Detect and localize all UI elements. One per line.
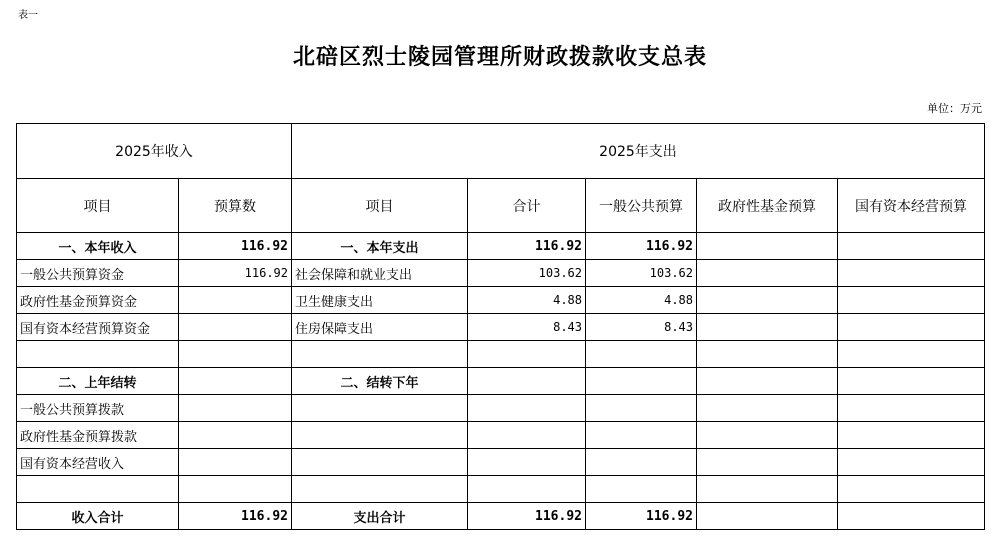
income-item-cell: 一般公共预算拨款 xyxy=(17,395,179,422)
gov-fund-cell xyxy=(697,422,838,449)
col-header-gov-fund-budget: 政府性基金预算 xyxy=(697,179,838,233)
gov-fund-cell xyxy=(697,314,838,341)
expense-total-cell xyxy=(468,395,586,422)
income-item-cell: 国有资本经营收入 xyxy=(17,449,179,476)
general-budget-cell xyxy=(586,422,697,449)
expense-section-header: 2025年支出 xyxy=(292,124,985,179)
gov-fund-cell xyxy=(697,260,838,287)
expense-total-cell: 116.92 xyxy=(468,503,586,530)
expense-total-cell xyxy=(468,368,586,395)
state-capital-cell xyxy=(838,476,985,503)
table-row xyxy=(17,476,985,503)
expense-total-cell: 4.88 xyxy=(468,287,586,314)
gov-fund-cell xyxy=(697,449,838,476)
income-item-cell: 政府性基金预算资金 xyxy=(17,287,179,314)
general-budget-cell xyxy=(586,368,697,395)
expense-total-cell xyxy=(468,422,586,449)
income-value-cell xyxy=(179,476,292,503)
budget-summary-table xyxy=(16,123,985,530)
general-budget-cell: 8.43 xyxy=(586,314,697,341)
income-item-cell: 收入合计 xyxy=(17,503,179,530)
col-header-expense-item: 项目 xyxy=(292,179,468,233)
income-value-cell xyxy=(179,287,292,314)
expense-total-cell: 116.92 xyxy=(468,233,586,260)
col-header-income-item: 项目 xyxy=(17,179,179,233)
table-number: 表一 xyxy=(18,10,38,21)
expense-item-cell xyxy=(292,341,468,368)
income-value-cell: 116.92 xyxy=(179,233,292,260)
state-capital-cell xyxy=(838,314,985,341)
expense-total-cell xyxy=(468,449,586,476)
state-capital-cell xyxy=(838,260,985,287)
general-budget-cell xyxy=(586,476,697,503)
income-item-cell: 国有资本经营预算资金 xyxy=(17,314,179,341)
column-header-row xyxy=(17,179,985,233)
expense-total-cell xyxy=(468,476,586,503)
table-row xyxy=(17,368,985,395)
table-row xyxy=(17,233,985,260)
table-row xyxy=(17,395,985,422)
income-item-cell xyxy=(17,341,179,368)
state-capital-cell xyxy=(838,449,985,476)
expense-item-cell: 住房保障支出 xyxy=(292,314,468,341)
col-header-total: 合计 xyxy=(468,179,586,233)
income-item-cell: 政府性基金预算拨款 xyxy=(17,422,179,449)
general-budget-cell xyxy=(586,341,697,368)
expense-item-cell xyxy=(292,395,468,422)
table-row xyxy=(17,260,985,287)
general-budget-cell xyxy=(586,395,697,422)
table-row xyxy=(17,503,985,530)
table-row xyxy=(17,422,985,449)
unit-label: 单位：万元 xyxy=(927,102,982,115)
income-section-header: 2025年收入 xyxy=(17,124,292,179)
income-value-cell xyxy=(179,314,292,341)
page-title: 北碚区烈士陵园管理所财政拨款收支总表 xyxy=(292,44,707,70)
expense-item-cell xyxy=(292,422,468,449)
expense-item-cell: 二、结转下年 xyxy=(292,368,468,395)
income-item-cell: 一般公共预算资金 xyxy=(17,260,179,287)
income-value-cell: 116.92 xyxy=(179,260,292,287)
expense-item-cell: 社会保障和就业支出 xyxy=(292,260,468,287)
table-body xyxy=(17,124,985,530)
general-budget-cell xyxy=(586,449,697,476)
income-item-cell: 二、上年结转 xyxy=(17,368,179,395)
col-header-state-capital-budget: 国有资本经营预算 xyxy=(838,179,985,233)
income-value-cell xyxy=(179,422,292,449)
gov-fund-cell xyxy=(697,395,838,422)
state-capital-cell xyxy=(838,368,985,395)
table-row xyxy=(17,287,985,314)
state-capital-cell xyxy=(838,233,985,260)
income-value-cell xyxy=(179,341,292,368)
state-capital-cell xyxy=(838,395,985,422)
income-value-cell: 116.92 xyxy=(179,503,292,530)
income-item-cell: 一、本年收入 xyxy=(17,233,179,260)
general-budget-cell: 116.92 xyxy=(586,233,697,260)
state-capital-cell xyxy=(838,422,985,449)
expense-item-cell: 支出合计 xyxy=(292,503,468,530)
gov-fund-cell xyxy=(697,287,838,314)
gov-fund-cell xyxy=(697,368,838,395)
table-row xyxy=(17,449,985,476)
section-header-row xyxy=(17,124,985,179)
table-row xyxy=(17,314,985,341)
gov-fund-cell xyxy=(697,476,838,503)
state-capital-cell xyxy=(838,287,985,314)
state-capital-cell xyxy=(838,341,985,368)
table-row xyxy=(17,341,985,368)
expense-total-cell: 8.43 xyxy=(468,314,586,341)
gov-fund-cell xyxy=(697,503,838,530)
expense-total-cell xyxy=(468,341,586,368)
income-value-cell xyxy=(179,449,292,476)
income-value-cell xyxy=(179,395,292,422)
general-budget-cell: 4.88 xyxy=(586,287,697,314)
income-item-cell xyxy=(17,476,179,503)
expense-item-cell xyxy=(292,449,468,476)
state-capital-cell xyxy=(838,503,985,530)
expense-item-cell xyxy=(292,476,468,503)
income-value-cell xyxy=(179,368,292,395)
gov-fund-cell xyxy=(697,341,838,368)
expense-total-cell: 103.62 xyxy=(468,260,586,287)
expense-item-cell: 卫生健康支出 xyxy=(292,287,468,314)
expense-item-cell: 一、本年支出 xyxy=(292,233,468,260)
col-header-income-budget: 预算数 xyxy=(179,179,292,233)
gov-fund-cell xyxy=(697,233,838,260)
general-budget-cell: 103.62 xyxy=(586,260,697,287)
col-header-general-budget: 一般公共预算 xyxy=(586,179,697,233)
general-budget-cell: 116.92 xyxy=(586,503,697,530)
